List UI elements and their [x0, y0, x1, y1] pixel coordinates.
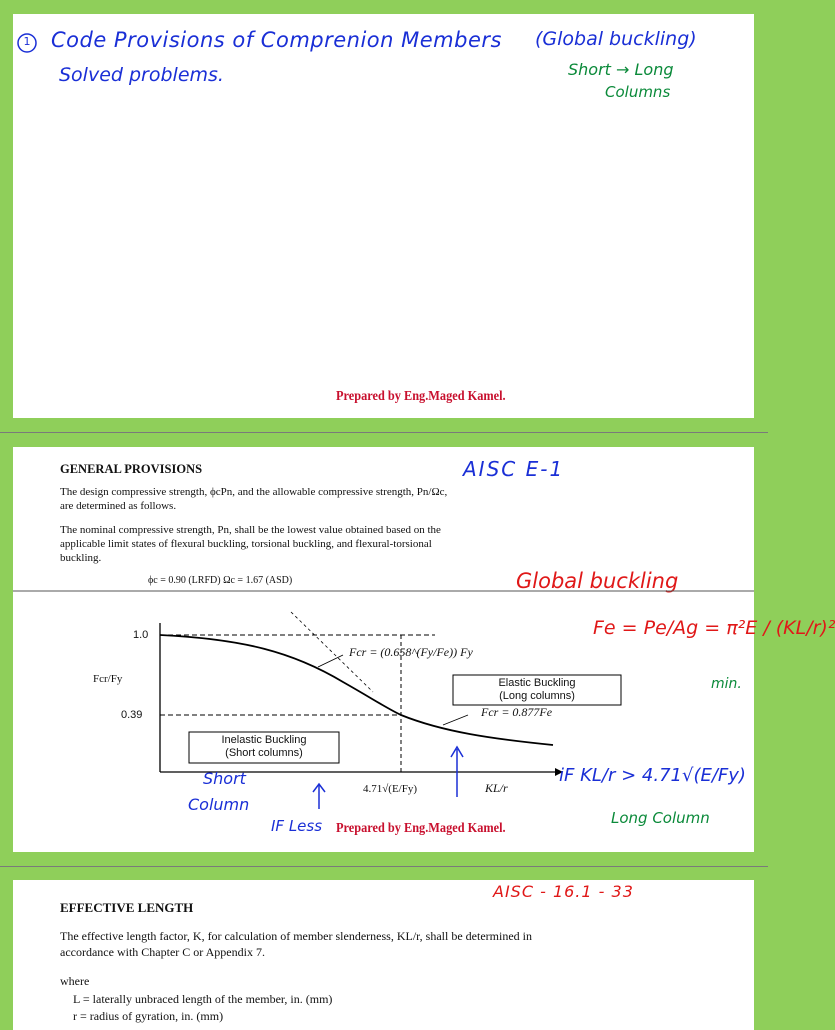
y-tick-1: 1.0 [133, 629, 149, 641]
long-column-note: Long Column [611, 809, 710, 827]
elastic-eq-pointer [443, 715, 468, 725]
slide-1 [13, 14, 754, 418]
slide-separator [0, 432, 768, 433]
para-nominal-strength: The nominal compressive strength, Pn, shall be the lowest value obtained based on the applicable limit states of flexural buckling, torsional buckling, and flexural-torsional buckling. [60, 524, 441, 564]
y-tick-039: 0.39 [121, 709, 143, 721]
resistance-factors: ϕc = 0.90 (LRFD) Ωc = 1.67 (ASD) [148, 575, 293, 586]
slide1-title: Code Provisions of Comprenion Members [51, 28, 502, 52]
if-less-note: IF Less [271, 817, 323, 835]
def-length: L = laterally unbraced length of the member, in. (mm) [73, 992, 333, 1006]
slide-2 [13, 447, 835, 852]
aisc-ref-note: AISC - 16.1 - 33 [493, 882, 634, 901]
min-note: min. [711, 676, 742, 692]
fe-formula: Fe = Pe/Ag = π²E / (KL/r)² [593, 617, 835, 639]
x-axis-label: KL/r [485, 781, 508, 795]
effective-length-para: The effective length factor, K, for calculation of member slenderness, KL/r, shall be determined in accordance with Chapter C or Appendix 7. [60, 929, 532, 959]
x-tick-transition: 4.71√(E/Fy) [363, 783, 418, 795]
aisc-e1-note: AISC E-1 [463, 457, 565, 481]
slide1-subtitle: Solved problems. [59, 64, 224, 86]
circle-number: 1 [23, 35, 31, 48]
inelastic-label-1: Inelastic Buckling [221, 734, 307, 746]
slide-3 [13, 880, 754, 1030]
global-buckling-note: Global buckling [516, 569, 679, 593]
slide-separator [0, 866, 768, 867]
para-design-strength: The design compressive strength, ϕcPn, and the allowable compressive strength, Pn/Ωc, are determined as follows. [60, 486, 448, 512]
column-note: Column [188, 795, 250, 814]
inelastic-equation: Fcr = (0.658^(Fy/Fe)) Fy [349, 645, 473, 659]
columns-note: Columns [605, 83, 671, 101]
effective-length-heading: EFFECTIVE LENGTH [60, 900, 194, 915]
inelastic-eq-pointer [318, 655, 343, 667]
long-column-condition: iF KL/r > 4.71√(E/Fy) [559, 765, 746, 786]
y-axis-label: Fcr/Fy [93, 673, 123, 685]
prepared-by: Prepared by Eng.Maged Kamel. [336, 389, 506, 404]
elastic-equation: Fcr = 0.877Fe [481, 705, 553, 719]
general-provisions-heading: GENERAL PROVISIONS [60, 462, 203, 476]
def-radius: r = radius of gyration, in. (mm) [73, 1009, 224, 1023]
short-note: Short [203, 769, 246, 788]
slide1-title-paren: (Global buckling) [535, 28, 697, 50]
where-label: where [60, 974, 90, 988]
prepared-by-2: Prepared by Eng.Maged Kamel. [336, 821, 506, 836]
elastic-label-2: (Long columns) [499, 690, 575, 702]
elastic-label-1: Elastic Buckling [498, 677, 576, 689]
inelastic-label-2: (Short columns) [225, 747, 303, 759]
short-long-note: Short → Long [568, 60, 674, 79]
